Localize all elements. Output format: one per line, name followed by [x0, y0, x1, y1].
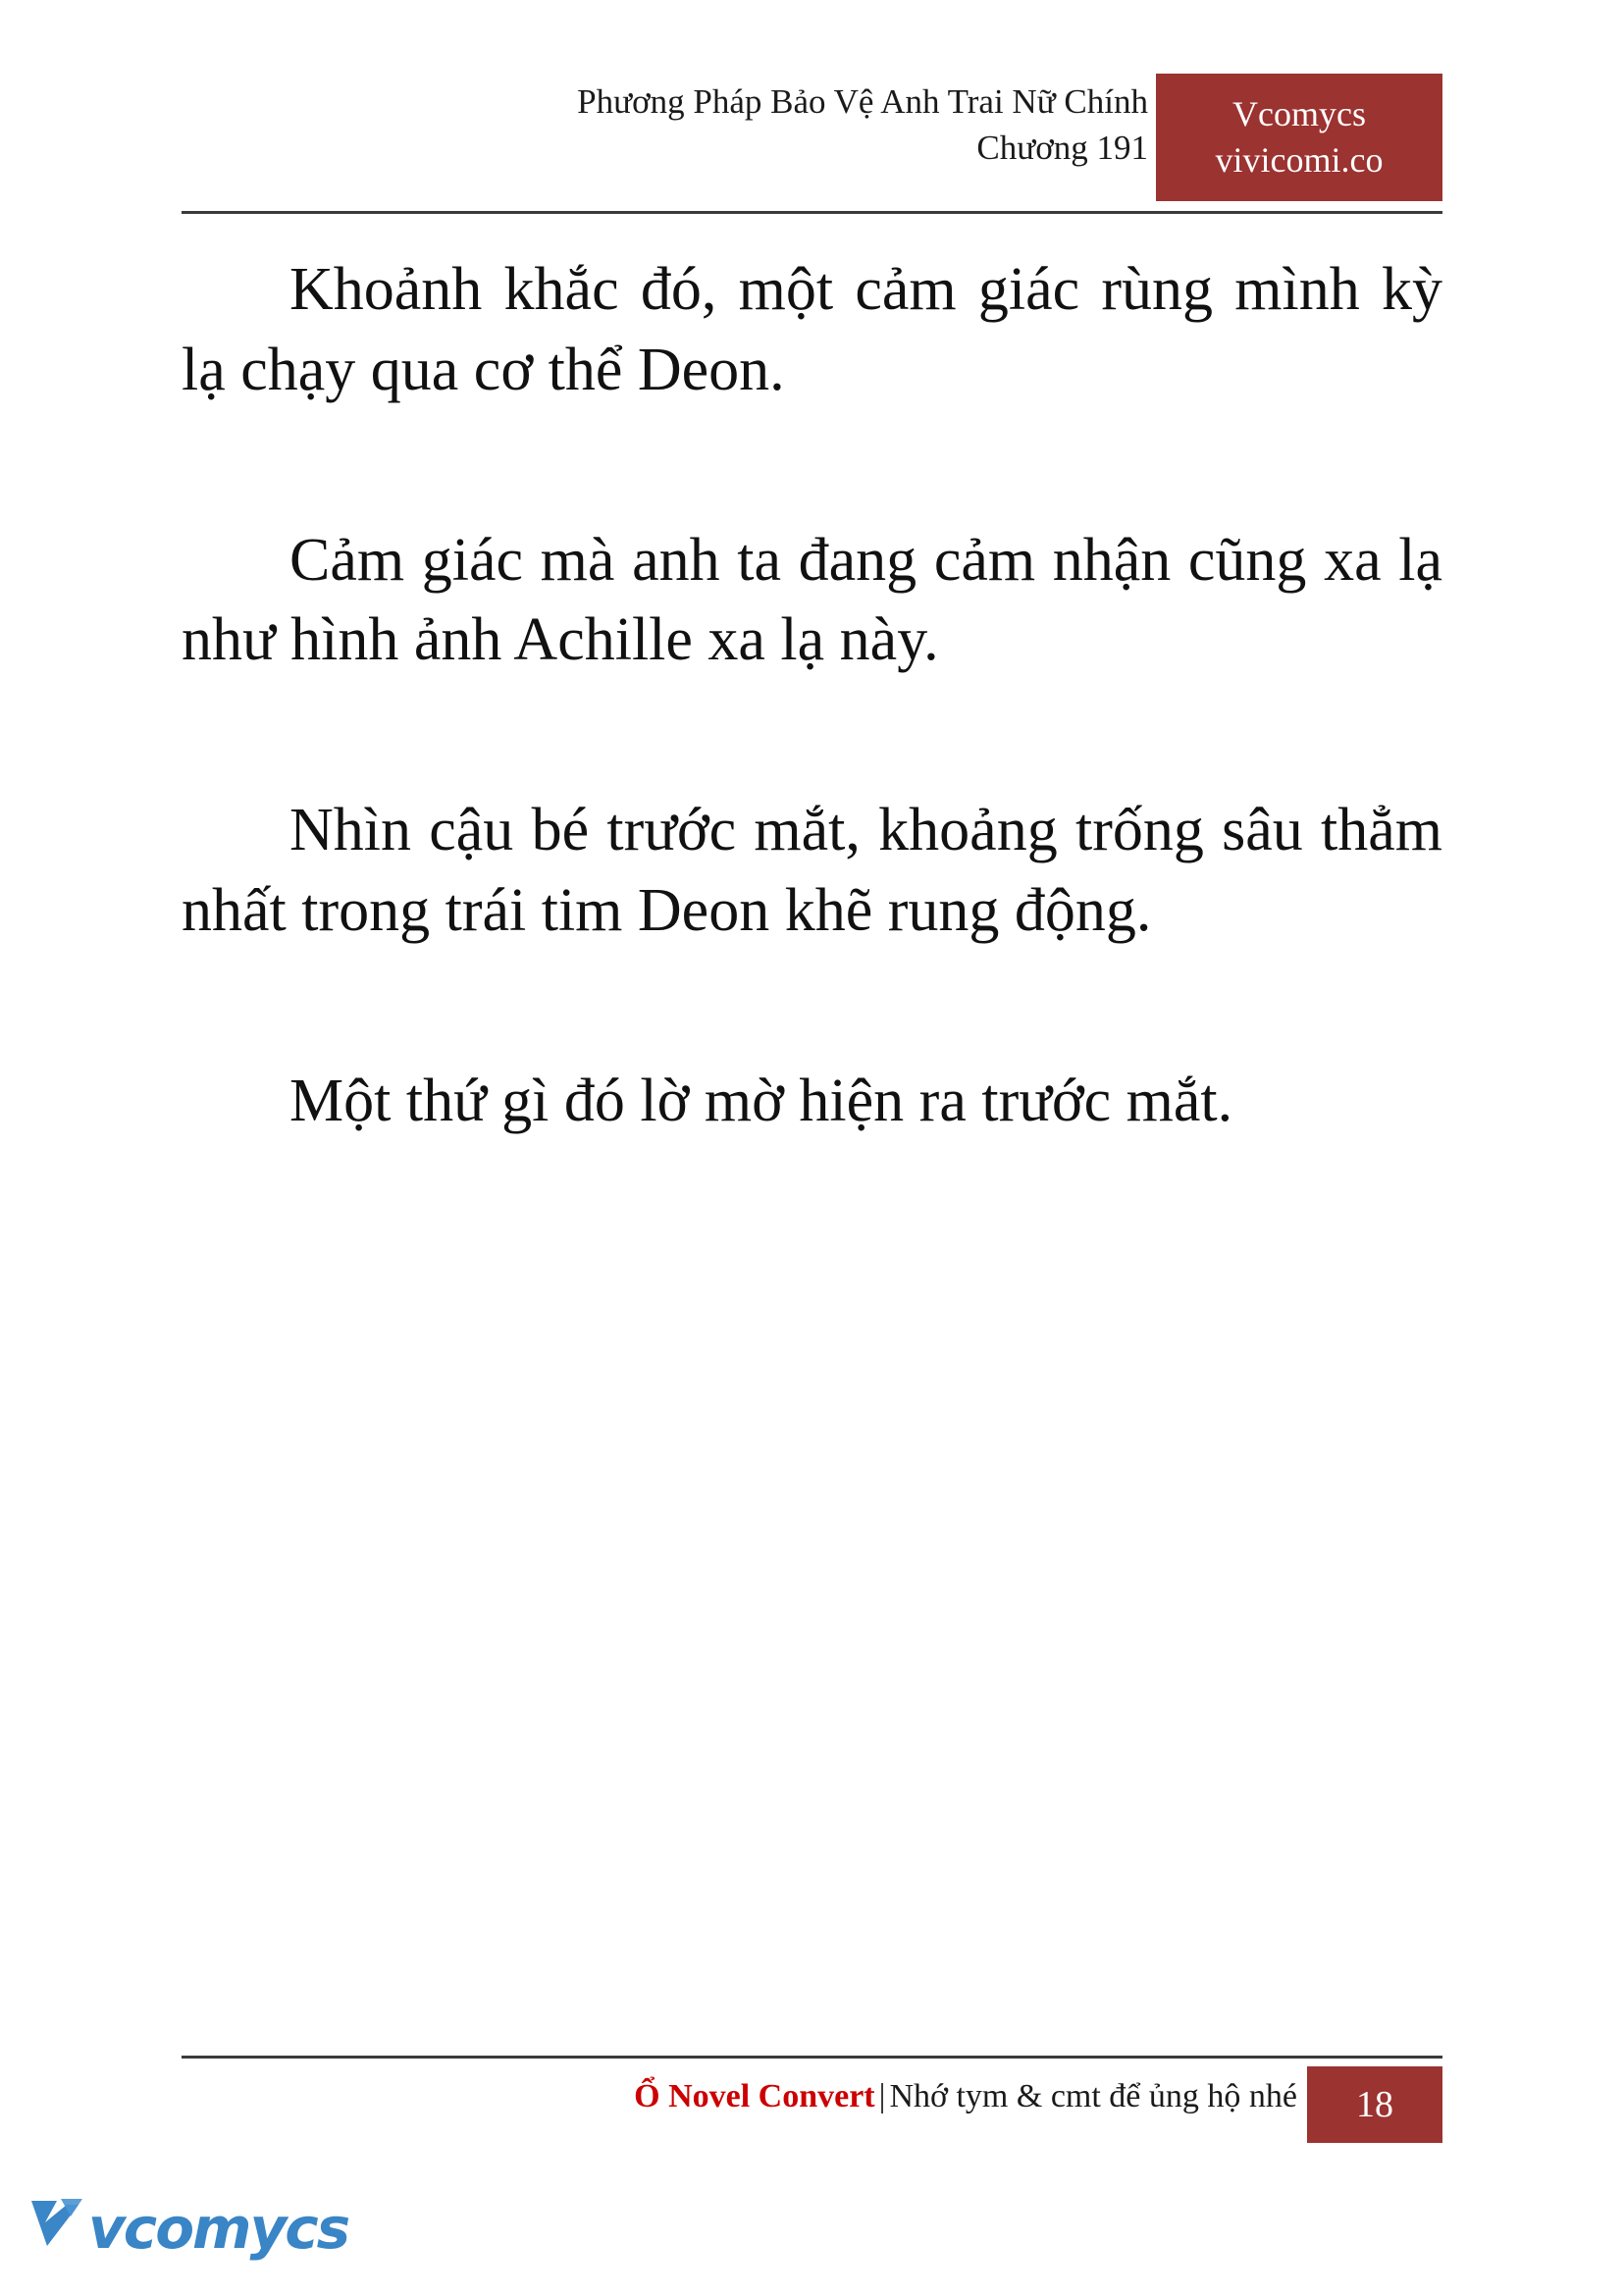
header-title-line1: Phương Pháp Bảo Vệ Anh Trai Nữ Chính: [577, 82, 1148, 121]
page-header: [182, 78, 1442, 211]
watermark-label: vcomycs: [88, 2195, 349, 2262]
body-paragraph: Khoảnh khắc đó, một cảm giác rùng mình kỳ lạ chạy qua cơ thể Deon.: [182, 256, 1442, 403]
site-badge: [1156, 74, 1442, 201]
watermark-logo-icon: [27, 2193, 88, 2254]
body-paragraph: Một thứ gì đó lờ mờ hiện ra trước mắt.: [289, 1067, 1233, 1134]
footer-divider: [182, 2056, 1442, 2059]
header-divider: [182, 211, 1442, 214]
footer-separator: |: [878, 2078, 886, 2114]
footer-credit: [634, 2078, 1297, 2115]
site-badge-url: vivicomi.co: [1215, 140, 1384, 180]
footer-brand-name: Ổ Novel Convert: [634, 2078, 875, 2114]
footer-note: Nhớ tym & cmt để ủng hộ nhé: [889, 2078, 1297, 2114]
header-chapter-label: Chương 191: [976, 129, 1148, 168]
header-title: [304, 78, 1148, 172]
body-paragraph: Nhìn cậu bé trước mắt, khoảng trống sâu thẳm nhất trong trái tim Deon khẽ rung động.: [182, 797, 1442, 945]
site-badge-name: Vcomycs: [1232, 94, 1366, 134]
page-footer: [182, 2070, 1442, 2141]
page-body: [182, 250, 1442, 1142]
body-paragraph: Cảm giác mà anh ta đang cảm nhận cũng xa lạ như hình ảnh Achille xa lạ này.: [182, 526, 1442, 674]
page-number-badge: 18: [1307, 2066, 1442, 2143]
vcomycs-watermark: [27, 2185, 349, 2273]
